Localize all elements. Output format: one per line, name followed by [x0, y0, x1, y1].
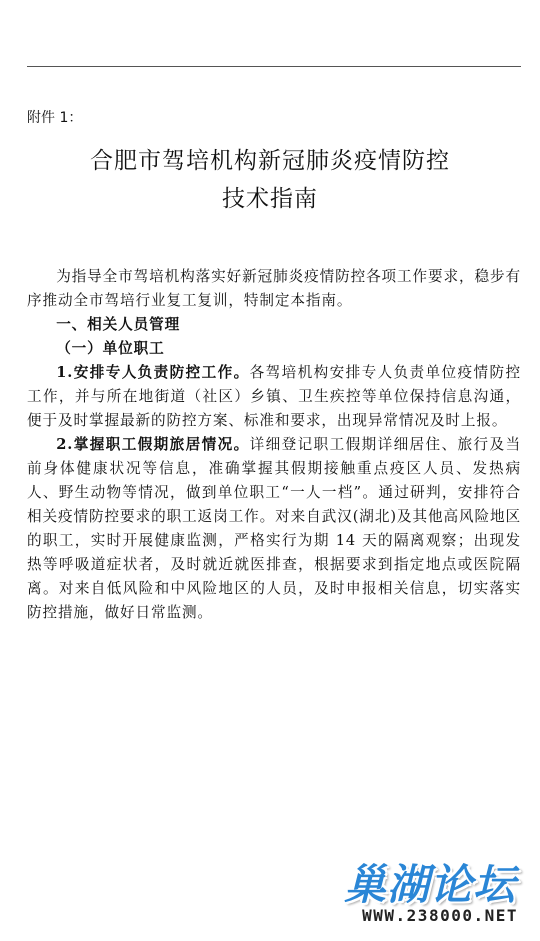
item1-lead: 1.安排专人负责防控工作。 — [56, 364, 250, 381]
item1-text: 各驾培机构安排专人负责单位疫情防控工作，并与所在地街道（社区）乡镇、卫生疾控等单位保持信息沟通，便于及时掌握最新的防控方案、标准和要求，出现异常情况及时上报。 — [27, 364, 522, 429]
subsection-heading: （一）单位职工 — [56, 340, 165, 357]
attachment-label: 附件 1： — [27, 110, 83, 126]
watermark-url: WWW.238000.NET — [362, 906, 518, 925]
section-heading: 一、相关人员管理 — [56, 316, 181, 333]
item2-lead: 2.掌握职工假期旅居情况。 — [56, 436, 250, 453]
document-body — [27, 265, 521, 625]
item2-paragraph — [27, 433, 521, 625]
forum-watermark — [324, 852, 524, 932]
document-title-line2: 技术指南 — [222, 186, 318, 212]
document-title-line1: 合肥市驾培机构新冠肺炎疫情防控 — [90, 148, 450, 174]
item2-text: 详细登记职工假期详细居住、旅行及当前身体健康状况等信息，准确掌握其假期接触重点疫区人员、发热病人、野生动物等情况，做到单位职工“一人一档”。通过研判，安排符合相关疫情防控要求的职工返岗工作。对来自武汉(湖北)及其他高风险地区的职工，实时开展健康监测，严格实行为期 14 天的隔离观察；出现发热等呼吸道症状者，及时就近就医排查，根据要求到指定地点或医院隔离。对来自低风险和中风险地区的人员，及时申报相关信息，切实落实防控措施，做好日常监测。 — [27, 436, 522, 621]
watermark-logo-text: 巢湖论坛 — [343, 860, 516, 909]
item1-paragraph — [27, 361, 521, 433]
intro-paragraph: 为指导全市驾培机构落实好新冠肺炎疫情防控各项工作要求，稳步有序推动全市驾培行业复工复训，特制定本指南。 — [27, 268, 522, 309]
header-rule — [27, 66, 521, 67]
